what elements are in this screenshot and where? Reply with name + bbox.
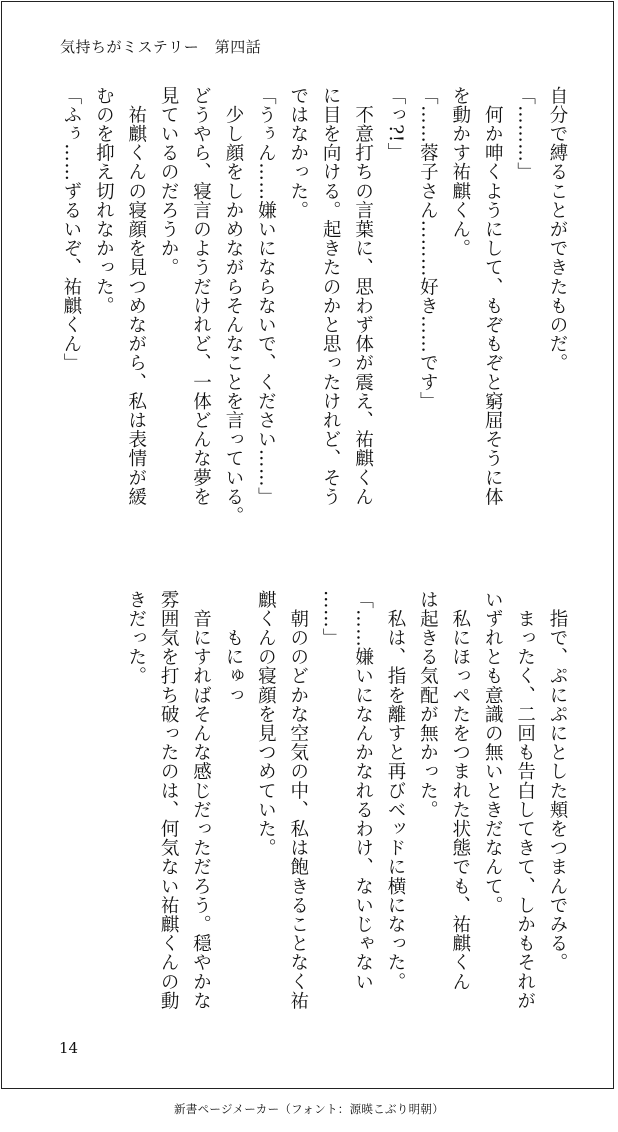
text-line: どうやら、寝言のようだけれど、一体どんな夢を bbox=[190, 86, 212, 507]
text-line: は起きる気配が無かった。 bbox=[417, 590, 439, 820]
text-line: 「うぅん……嫌いにならないで、ください……」 bbox=[255, 86, 277, 507]
text-line: 私は、指を離すと再びベッドに横になった。 bbox=[384, 590, 406, 992]
page-number: 14 bbox=[59, 1039, 79, 1057]
text-line: 「……蓉子さん………好き……です」 bbox=[417, 86, 439, 411]
text-line: 「っ?!」 bbox=[384, 86, 406, 162]
text-line: いずれとも意識の無いときだなんて。 bbox=[482, 590, 504, 915]
text-line: きだった。 bbox=[125, 590, 147, 686]
text-line: 雰囲気を打ち破ったのは、何気ない祐麒くんの動 bbox=[158, 590, 180, 1011]
text-line: ……」 bbox=[320, 590, 342, 648]
upper-text-block bbox=[53, 86, 573, 526]
footer-credit: 新書ページメーカー（フォント：源暎こぶり明朝） bbox=[173, 1102, 445, 1116]
text-line: 自分で縛ることができたものだ。 bbox=[547, 86, 568, 373]
page-frame bbox=[1, 1, 614, 1089]
text-line: に目を向ける。起きたのかと思ったけれど、そう bbox=[320, 86, 342, 507]
text-line: もにゅっ bbox=[222, 590, 244, 705]
text-line: を動かす祐麒くん。 bbox=[449, 86, 471, 258]
text-line: 「ふぅ……ずるいぞ、祐麒くん」 bbox=[60, 86, 82, 373]
text-line: 私にほっぺたをつまれた状態でも、祐麒くん bbox=[449, 590, 471, 992]
text-line: 何か呻くようにして、もぞもぞと窮屈そうに体 bbox=[482, 86, 504, 507]
text-line: 指で、ぷにぷにとした頬をつまんでみる。 bbox=[547, 590, 568, 972]
running-header: 気持ちがミステリー 第四話 bbox=[60, 38, 262, 56]
text-line: まったく、二回も告白してきて、しかもそれが bbox=[514, 590, 536, 1011]
text-line: 朝ののどかな空気の中、私は飽きることなく祐 bbox=[287, 590, 309, 1011]
text-line: 祐麒くんの寝顔を見つめながら、私は表情が緩 bbox=[125, 86, 147, 507]
text-line: 麒くんの寝顔を見つめていた。 bbox=[255, 590, 277, 858]
text-line: 「……嫌いになんかなれるわけ、ないじゃない bbox=[352, 590, 374, 992]
text-line: むのを抑え切れなかった。 bbox=[93, 86, 115, 316]
text-line: ではなかった。 bbox=[287, 86, 309, 220]
text-line: 見ているのだろうか。 bbox=[158, 86, 180, 277]
text-line: 「………」 bbox=[514, 86, 536, 182]
text-line: 音にすればそんな感じだっただろう。穏やかな bbox=[190, 590, 212, 1011]
text-line: 不意打ちの言葉に、思わず体が震え、祐麒くん bbox=[352, 86, 374, 507]
lower-text-block bbox=[53, 590, 573, 1020]
text-line: 少し顔をしかめながらそんなことを言っている。 bbox=[222, 86, 244, 526]
